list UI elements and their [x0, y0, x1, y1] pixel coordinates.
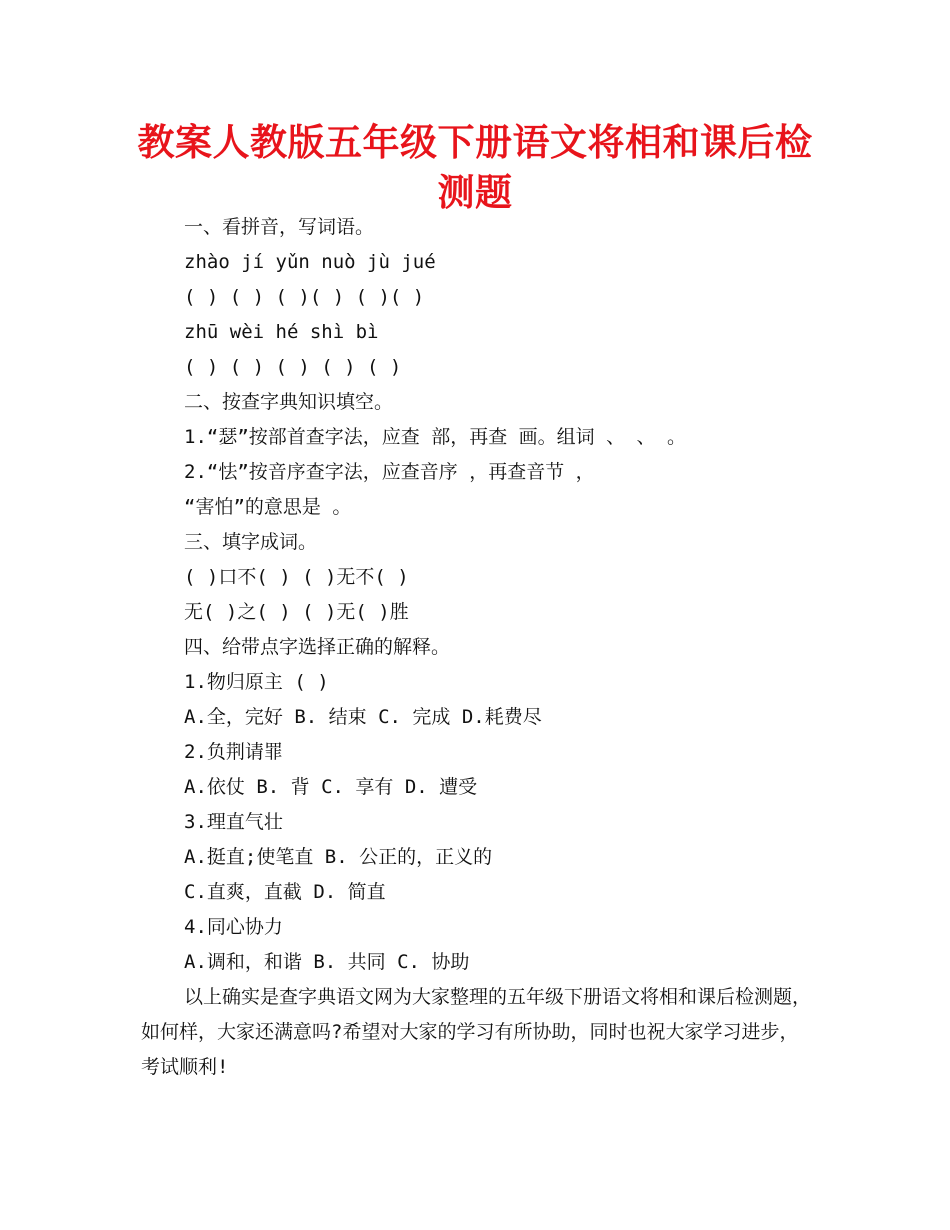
- fill-word-line: ( )口不( ) ( )无不( ): [184, 566, 409, 588]
- options-line: A.全，完好 B. 结束 C. 完成 D.耗费尽: [184, 706, 542, 728]
- blank-line-2: ( ) ( ) ( ) ( ) ( ): [184, 356, 402, 378]
- section-heading-2: 二、按查字典知识填空。: [184, 391, 394, 413]
- question-line: 2.“怯”按音序查字法，应查音序 ，再查音节 ，: [184, 461, 595, 483]
- document-body: [141, 210, 811, 1085]
- question-line: 1.物归原主 ( ): [184, 671, 329, 693]
- question-line: 1.“瑟”按部首查字法，应查 部，再查 画。组词 、 、 。: [184, 426, 686, 448]
- section-heading-3: 三、填字成词。: [184, 531, 318, 553]
- section-heading-1: 一、看拼音，写词语。: [184, 216, 375, 238]
- question-line: 2.负荆请罪: [184, 741, 283, 763]
- section-heading-4: 四、给带点字选择正确的解释。: [184, 636, 451, 658]
- options-line: A.依仗 B. 背 C. 享有 D. 遭受: [184, 776, 478, 798]
- pinyin-line-2: zhū wèi hé shì bì: [184, 321, 379, 343]
- document-title: 教案人教版五年级下册语文将相和课后检测题: [137, 121, 813, 214]
- options-line: C.直爽，直截 D. 简直: [184, 881, 386, 903]
- pinyin-line-1: zhào jí yǔn nuò jù jué: [184, 251, 436, 273]
- question-line: 4.同心协力: [184, 916, 283, 938]
- question-line: “害怕”的意思是 。: [184, 496, 352, 518]
- fill-word-line: 无( )之( ) ( )无( )胜: [184, 601, 409, 623]
- closing-paragraph: 以上确实是查字典语文网为大家整理的五年级下册语文将相和课后检测题，如何样，大家还满意吗?希望对大家的学习有所协助，同时也祝大家学习进步，考试顺利!: [141, 986, 812, 1078]
- options-line: A.挺直;使笔直 B. 公正的，正义的: [184, 846, 493, 868]
- blank-line-1: ( ) ( ) ( )( ) ( )( ): [184, 286, 425, 308]
- options-line: A.调和，和谐 B. 共同 C. 协助: [184, 951, 470, 973]
- question-line: 3.理直气壮: [184, 811, 283, 833]
